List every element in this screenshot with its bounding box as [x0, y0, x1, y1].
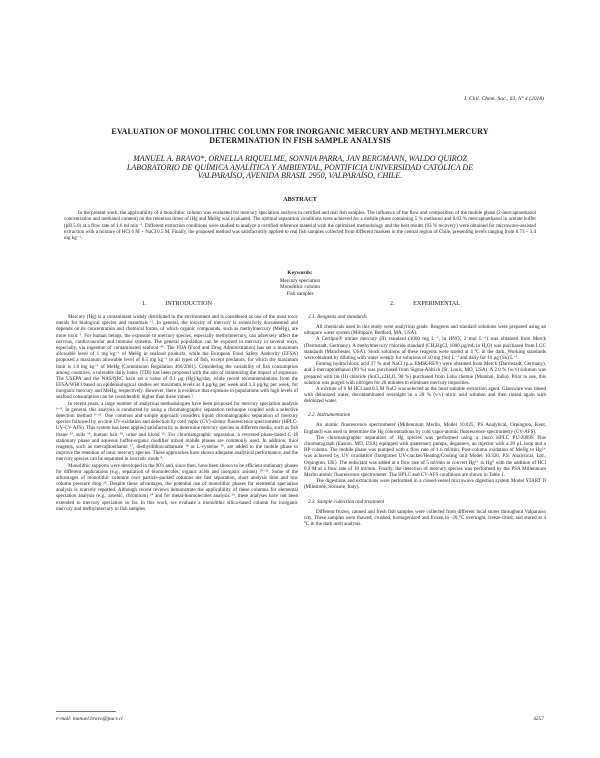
authors-affiliation: [60, 155, 540, 181]
left-column: [56, 300, 298, 512]
experimental-paragraph: The digestions and extractions were performed in a closed-vessel microwave digestion system Model START D (Milestone, Sorisole, Italy).: [304, 478, 546, 491]
right-column: [304, 300, 546, 527]
subsection-heading-instrumentation: 2.2. Instrumentation: [308, 412, 351, 419]
journal-citation: J. Chil. Chem. Soc., 63, Nº 4 (2018): [463, 96, 544, 102]
keyword: Monolithic column: [280, 284, 320, 291]
experimental-paragraph: A mixture of 6 M HCl and 0.5 M NaCl was selected as the most suitable extraction agent. Glassware was rinsed with deionized water, decontaminated overnight in a 20 % (v/v) nitric acid solution and then rinsed again with deionized water.: [304, 385, 546, 405]
footnote-divider: [56, 711, 116, 712]
abstract-text: In the present work, the applicability of a monolithic column was evaluated for mercury speciation analysis in certified and real fish samples. The influence of the flow and composition of the mobile phase (2-mercaptoethanol concentration and methanol content) on the retention times of iHg and MeHg was evaluated. The optimal separation conditions were achieved for a mobile phase containing 5 % methanol and 0.02 % mercaptoethanol in acetate buffer (pH 5.0) at a flow rate of 1.6 ml min⁻¹. Different extraction conditions were studied to analyze a certified reference material with the optimized methodology and the best results (93 % recovery) were obtained for microwave-assisted extraction with a mixture of HCl 6 M + NaCl 0.5 M. Finally, the proposed method was satisfactorily applied to real fish samples collected from different markets in the central region of Chile, presenting levels ranging from 0.73 – 3.4 mg kg⁻¹.: [64, 210, 536, 241]
experimental-paragraph: All chemicals used in this study were analytical grade. Reagents and standard solutions were prepared using an ultrapure water system (Millipore, Bedford, MA, USA).: [304, 324, 546, 337]
intro-paragraph: In recent years, a large number of analytical methodologies have been proposed for mercury speciation analysis ⁶⁻⁸. In general, this analysis is conducted by using a chromatographic separation technique coupled with a selective detection method ⁹⁻¹². One common and simple approach considers liquid chromatographic separation of mercury species followed by on-line UV-oxidation and detection by cold vapor (CV)-atomic fluorescence spectrometer (HPLC-UV-CV-AFS). This system has been applied satisfactorily to determine mercury species in different media, such as fish tissue ¹³, soils ¹⁴, human hair ¹⁵, urine and blood ¹⁶. For chromatographic separation, a reversed phase-based C-18 stationary phase and aqueous buffer-organic modifier mixed mobile phases are commonly used. In addition, thiol reagents, such as mercaptoethanol ¹⁷, diethyldithiocarbamate ¹⁸ or L-cysteine ¹⁹, are added to the mobile phase to improve the retention of ionic mercury species. These approaches have shown adequate analytical performance, and the mercury species can be separated in isocratic mode ⁸.: [56, 400, 298, 463]
intro-paragraph: Monolithic supports were developed in the 90’s and, since then, have been shown to be efficient stationary phases for different applications (e.g., separation of biomolecules, organic acids and inorganic anions) ²⁰⁻²². Some of the advantages of monolithic columns over particle-packed columns are fast separation, short analysis time and low column pressure drop ²³. Despite these advantages, the potential use of monolithic phases for elemental speciation analysis is scarcely reported. Although recent reviews demonstrate the applicability of these columns for elemental speciation analysis (e.g., arsenic, chromium) ²⁴ and for metal-biomolecules analysis ²⁵, these analyses have not been extended to mercury speciation so far. In this work, we evaluate a monolithic silica-based column for inorganic mercury and methylmercury in fish samples.: [56, 462, 298, 512]
experimental-paragraph: A Certipur® nitrate mercury (II) standard (1000 mg L⁻¹, in HNO₃ 2 mol L⁻¹) was obtained from Merck (Darmstadt, Germany). A methylmercury chloride standard (CH₃HgCl, 1000 µg/mL in H₂O) was purchased from LGC standards (Manchester, USA). Stock solutions of these reagents were stored at 4 ºC in the dark. Working standards were obtained by diluting with water weekly for solutions of 10 mg (Sn) L⁻¹ and daily for 10 µg (Sn) L⁻¹.: [304, 336, 546, 361]
title-line: EVALUATION OF MONOLITHIC COLUMN FOR INORGANIC MERCURY AND METHYLMERCURY: [111, 127, 489, 136]
title-line: DETERMINATION IN FISH SAMPLE ANALYSIS: [209, 136, 391, 146]
keyword: Fish samples: [286, 290, 314, 297]
keyword: Mercury speciation: [279, 278, 321, 284]
article-title: [60, 127, 540, 145]
corresponding-email: e-mail: manuel.bravo@pucv.cl: [56, 716, 123, 722]
experimental-paragraph: Fuming hydrochloric acid 37 % and NaCl (p.a. EMSURE®) were obtained from Merck (Darmstadt, Germany), and 2-mercaptoethanol (99 %) was purchased from Sigma-Aldrich (St. Louis, MO, USA). A 2.0 % (w/v) solution was prepared with tin (II) chloride (SnCl₂x2H₂O, 98 %) purchased from Loba chemie (Mumbai, India). Prior to use, this solution was purged with nitrogen for 20 minutes to eliminate mercury impurities.: [304, 361, 546, 386]
experimental-paragraph: Different frozen, canned and fresh fish samples were collected from different local stores throughout Valparaíso city. These samples were thawed, crushed, homogenized and frozen to -20 °C overnight, freeze-dried, and stored at 4 °C in the dark until analysis.: [304, 508, 546, 527]
subsection-heading-samples: 2.3. Sample collection and treatment: [308, 498, 385, 505]
experimental-paragraph: An atomic fluorescence spectrometer (Millennium Merlin, Model 10.025, PS Analytical, Orpington, Kent, England) was used to determine the Hg concentrations by cold vapor-atomic fluorescence spectrometry (CV-AFS).: [304, 422, 546, 435]
experimental-heading: 2. EXPERIMENTAL: [389, 300, 461, 307]
author-line: MANUEL A. BRAVO*, ORNELLA RIQUELME, SONNIA PARRA, JAN BERGMANN, WALDO QUIROZ: [133, 154, 467, 163]
introduction-heading: 1. INTRODUCTION: [142, 300, 212, 307]
abstract-heading: ABSTRACT: [283, 196, 317, 203]
subsection-heading-reagents: 2.1. Reagents and standards: [308, 314, 367, 320]
keywords-list: [60, 278, 540, 297]
author-line: LABORATORIO DE QUÍMICA ANALÍTICA Y AMBIENTAL, PONTIFICIA UNIVERSIDAD CATÓLICA DE: [126, 162, 474, 172]
page-number: 4257: [533, 716, 544, 722]
keywords-heading: Keywords:: [287, 270, 313, 276]
intro-paragraph: Mercury (Hg) is a contaminant widely distributed in the environment and is considered as one of the most toxic metals for biological species and mammals ¹². In general, the toxicity of mercury is extensively documented and depends on its concentration and chemical forms, of which organic compounds, such as methylmercury (MeHg), are more toxic ³. For human beings, the exposure to mercury species, especially methylmercury, can adversely affect the nervous, cardiovascular and immune systems. The general population can be exposed to mercury in several ways, especially, via ingestion of contaminated seafood ⁴⁵. The FDA (Food and Drug Administration) has set a maximum allowable level of 1 mg kg⁻¹ of MeHg in seafood products, while the European Food Safety Authority (EFSA) proposed a maximum allowable level of 0.5 mg kg⁻¹ in all types of fish, except predators, for which the maximum limit is 1.0 mg kg⁻¹ of MeHg (Commission Regulation 466/2001). Considering the variability of fish consumption among countries, a tolerable daily index (TDI) has been proposed with the aim of minimizing the impact of exposure. The USEPA and the NAS/NRC have set a value of 0.1 µg (Hg)/kg/day, while recent recommendations from the EFSA/WHO based on epidemiological studies set maximum levels at 4 µg/kg per week and 1.3 µg/kg per week, for inorganic mercury and MeHg, respectively. However, there is evidence that exposure in populations with high levels of seafood consumption can be considerably higher than these values ¹.: [56, 314, 298, 401]
author-line: VALPARAÍSO, AVENIDA BRASIL 2950, VALPARAÍSO, CHILE.: [197, 171, 403, 181]
experimental-paragraph: The chromatographic separation of Hg species was performed using a Jasco HPLC PU-2089S Plus chromatograph (Easton, MD, USA) equipped with quaternary pumps, degassers, an injector with a 20 µL loop and a RP-column. The mobile phase was pumped with a flow rate of 1.6 ml/min. Post-column oxidation of MeHg to Hg²⁺ was achieved by UV irradiation (Integrated UV-cracker/Heating/Cooling unit Model 10.320, P.S. Analytical, Ltd., Orpington, UK). The reductant was added at a flow rate of 5 ml/min to convert Hg²⁺ to Hg⁰ with the addition of HCl 0.3 M at a flow rate of 10 ml/min. Finally, the detection of mercury species was performed by the PSA Millennium Merlin atomic fluorescence spectrometer. The HPLC and CV-AFS conditions are shown in Table 1.: [304, 434, 546, 478]
